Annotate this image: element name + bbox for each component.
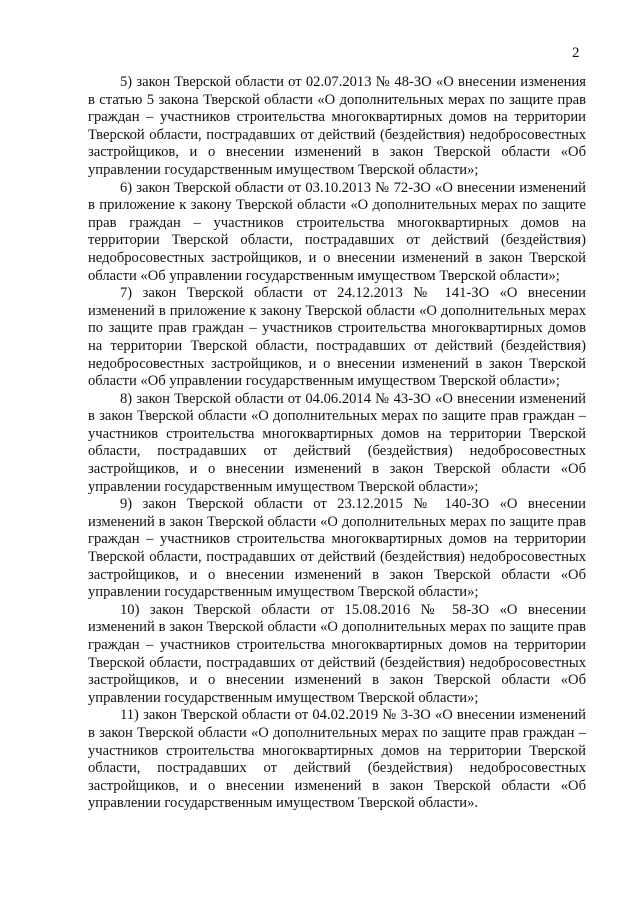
list-item-5: 5) закон Тверской области от 02.07.2013 № 48-ЗО «О внесении изменения в статью 5 закона Тверской области «О дополнительных мерах по защите прав граждан – участников строительства многоквартирных домов на территории Тверской области, пострадавших от действий (бездействия) недобросовестных застройщиков, и о внесении изменений в закон Тверской области «Об управлении государственным имуществом Тверской области»; [88,74,586,178]
list-item-8: 8) закон Тверской области от 04.06.2014 № 43-ЗО «О внесении изменений в закон Тверской области «О дополнительных мерах по защите прав граждан – участников строительства многоквартирных домов на территории Тверской области, пострадавших от действий (бездействия) недобросовестных застройщиков, и о внесении изменений в закон Тверской области «Об управлении государственным имуществом Тверской области»; [88,390,586,495]
document-body [88,74,586,813]
list-item-6: 6) закон Тверской области от 03.10.2013 № 72-ЗО «О внесении изменений в приложение к закону Тверской области «О дополнительных мерах по защите прав граждан – участников строительства многоквартирных домов на территории Тверской области, пострадавших от действий (бездействия) недобросовестных застройщиков, и о внесении изменений в закон Тверской области «Об управлении государственным имуществом Тверской области»; [88,179,586,284]
page-number: 2 [572,45,580,61]
list-item-11: 11) закон Тверской области от 04.02.2019 № 3-ЗО «О внесении изменений в закон Тверской области «О дополнительных мерах по защите прав граждан – участников строительства многоквартирных домов на территории Тверской области, пострадавших от действий (бездействия) недобросовестных застройщиков, и о внесении изменений в закон Тверской области «Об управлении государственным имуществом Тверской области». [88,707,586,812]
list-item-7: 7) закон Тверской области от 24.12.2013 № 141-ЗО «О внесении изменений в приложение к закону Тверской области «О дополнительных мерах по защите прав граждан – участников строительства многоквартирных домов на территории Тверской области, пострадавших от действий (бездействия) недобросовестных застройщиков, и о внесении изменений в закон Тверской области «Об управлении государственным имуществом Тверской области»; [88,285,586,390]
list-item-9: 9) закон Тверской области от 23.12.2015 № 140-ЗО «О внесении изменений в закон Тверской области «О дополнительных мерах по защите прав граждан – участников строительства многоквартирных домов на территории Тверской области, пострадавших от действий (бездействия) недобросовестных застройщиков, и о внесении изменений в закон Тверской области «Об управлении государственным имуществом Тверской области»; [88,496,586,601]
list-item-10: 10) закон Тверской области от 15.08.2016 № 58-ЗО «О внесении изменений в закон Тверской области «О дополнительных мерах по защите прав граждан – участников строительства многоквартирных домов на территории Тверской области, пострадавших от действий (бездействия) недобросовестных застройщиков, и о внесении изменений в закон Тверской области «Об управлении государственным имуществом Тверской области»; [88,601,586,706]
